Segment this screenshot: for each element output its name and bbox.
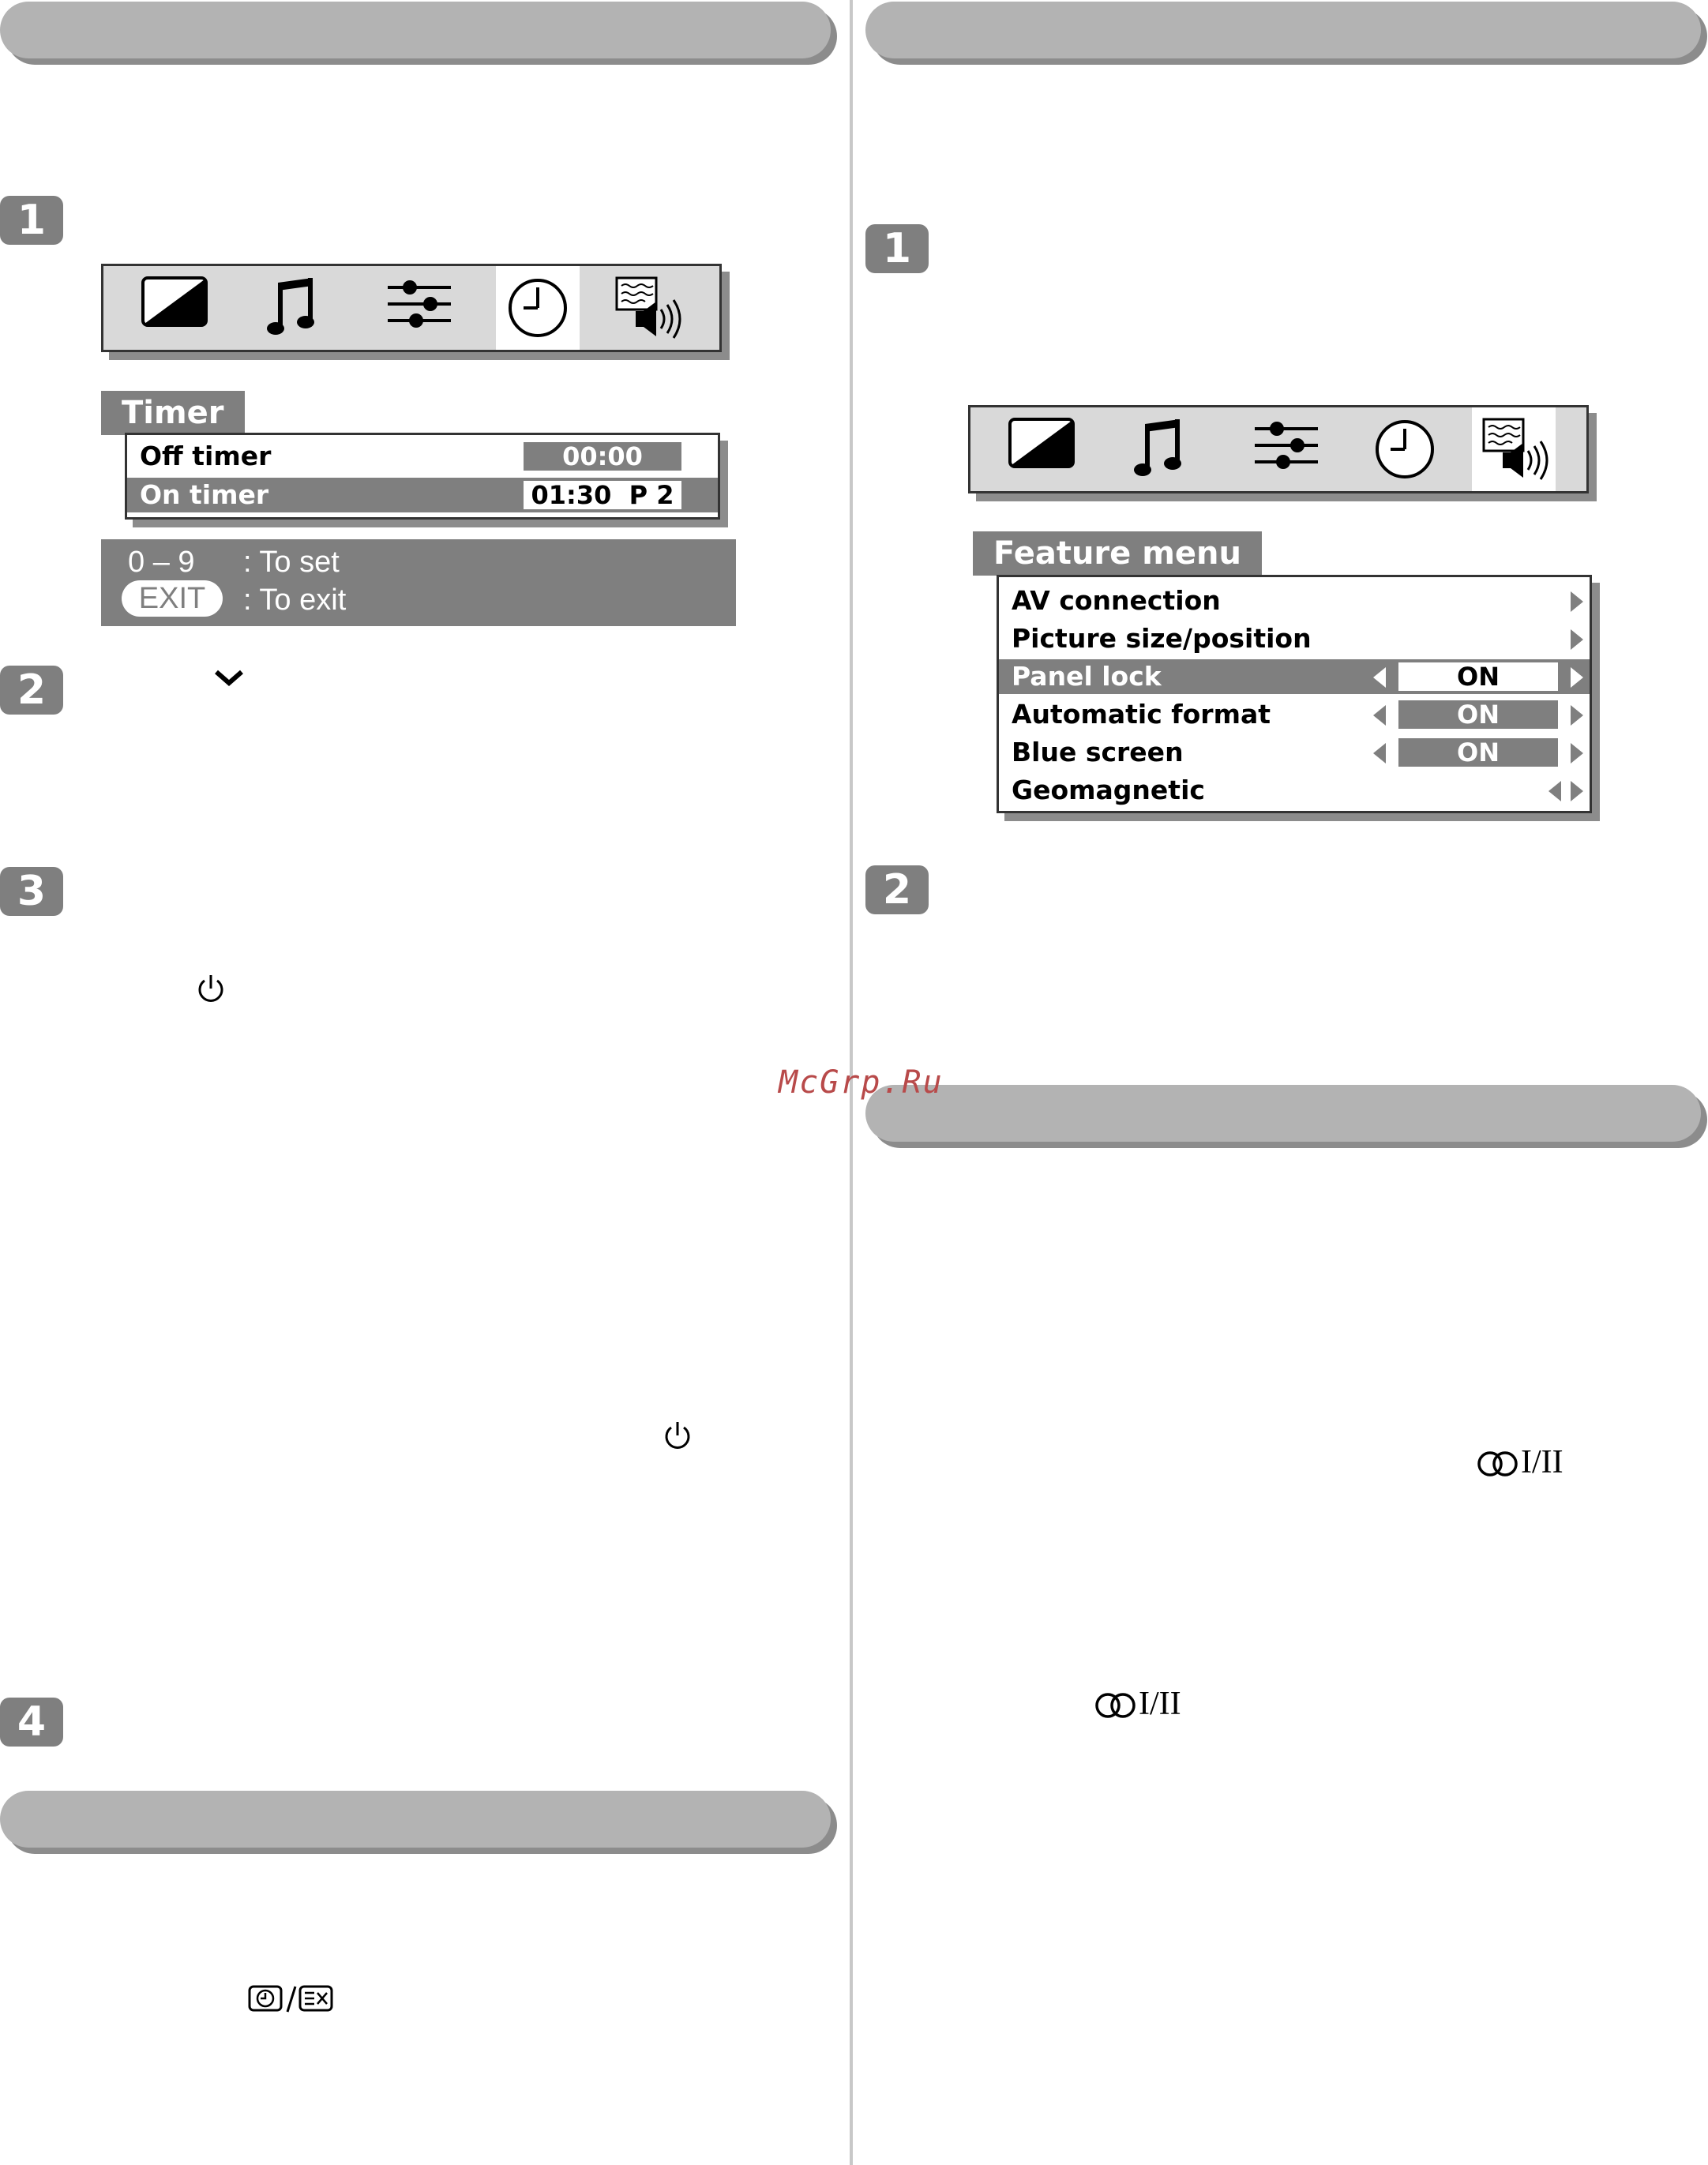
right-middle-section-banner bbox=[865, 1085, 1701, 1142]
exit-key[interactable]: EXIT bbox=[122, 580, 223, 617]
feature-row-av-connection[interactable] bbox=[999, 583, 1590, 618]
timer-row-label: Off timer bbox=[140, 441, 272, 471]
help-action-exit: : To exit bbox=[243, 583, 347, 617]
arrow-right-icon[interactable] bbox=[1571, 705, 1583, 726]
feature-icon bbox=[1482, 418, 1550, 481]
arrow-left-icon[interactable] bbox=[1548, 781, 1561, 801]
arrow-left-icon[interactable] bbox=[1373, 667, 1386, 688]
timer-row-off[interactable] bbox=[127, 439, 718, 474]
step-2-badge: 2 bbox=[865, 865, 929, 914]
icon-cell-picture[interactable] bbox=[998, 407, 1082, 491]
off-timer-value[interactable]: 00:00 bbox=[524, 442, 681, 471]
on-timer-value[interactable]: 01:30 P 2 bbox=[524, 481, 681, 509]
feature-row-label: Panel lock bbox=[1012, 661, 1162, 692]
icon-cell-setup[interactable] bbox=[1243, 407, 1327, 491]
feature-row-panel-lock[interactable] bbox=[999, 659, 1590, 694]
picture-icon bbox=[141, 276, 208, 327]
icon-cell-feature[interactable] bbox=[1472, 407, 1556, 491]
arrow-right-icon bbox=[1571, 591, 1583, 612]
feature-icon bbox=[615, 276, 683, 340]
icon-cell-picture[interactable] bbox=[131, 266, 215, 350]
icon-cell-sound[interactable] bbox=[1121, 407, 1204, 491]
picture-icon bbox=[1008, 418, 1075, 468]
feature-row-label: Geomagnetic bbox=[1012, 775, 1205, 805]
step-3-badge: 3 bbox=[0, 867, 63, 916]
step-1-badge: 1 bbox=[0, 196, 63, 245]
sound-icon bbox=[1131, 418, 1194, 481]
icon-cell-sound[interactable] bbox=[253, 266, 337, 350]
feature-row-picture-size[interactable] bbox=[999, 621, 1590, 656]
blue-screen-value[interactable]: ON bbox=[1398, 738, 1558, 767]
arrow-right-icon bbox=[1571, 629, 1583, 650]
feature-row-label: Picture size/position bbox=[1012, 623, 1312, 654]
arrow-left-icon[interactable] bbox=[1373, 705, 1386, 726]
timer-row-on[interactable] bbox=[127, 478, 718, 512]
arrow-right-icon[interactable] bbox=[1571, 667, 1583, 688]
feature-row-blue-screen[interactable] bbox=[999, 735, 1590, 770]
timer-menu-title: Timer bbox=[101, 391, 245, 435]
right-top-section-banner bbox=[865, 2, 1701, 58]
feature-icon-bar bbox=[968, 405, 1589, 493]
step-2-badge: 2 bbox=[0, 666, 63, 715]
feature-row-automatic-format[interactable] bbox=[999, 697, 1590, 732]
icon-cell-setup[interactable] bbox=[376, 266, 460, 350]
stereo-label: I/II bbox=[1139, 1686, 1181, 1722]
stereo-icon bbox=[1477, 1450, 1521, 1478]
arrow-left-icon[interactable] bbox=[1373, 743, 1386, 764]
timer-icon bbox=[1373, 418, 1436, 481]
feature-row-label: Blue screen bbox=[1012, 737, 1184, 767]
setup-icon bbox=[386, 276, 452, 332]
help-key-digits: 0 – 9 bbox=[128, 546, 195, 579]
automatic-format-value[interactable]: ON bbox=[1398, 700, 1558, 729]
left-top-section-banner bbox=[0, 2, 831, 58]
left-bottom-section-banner bbox=[0, 1791, 831, 1848]
feature-row-geomagnetic[interactable] bbox=[999, 773, 1590, 808]
timer-menu-box bbox=[125, 433, 720, 520]
icon-cell-feature[interactable] bbox=[605, 266, 689, 350]
sound-icon bbox=[264, 276, 327, 340]
arrow-right-icon[interactable] bbox=[1571, 743, 1583, 764]
step-1-badge: 1 bbox=[865, 224, 929, 273]
stereo-label: I/II bbox=[1521, 1444, 1563, 1480]
feature-row-label: Automatic format bbox=[1012, 699, 1271, 730]
timer-icon bbox=[506, 276, 569, 340]
chevron-down-icon bbox=[213, 669, 245, 688]
standby-power-icon bbox=[663, 1420, 692, 1451]
arrow-right-icon[interactable] bbox=[1571, 781, 1583, 801]
feature-row-label: AV connection bbox=[1012, 585, 1221, 616]
icon-cell-timer[interactable] bbox=[1363, 407, 1447, 491]
icon-cell-timer[interactable] bbox=[496, 266, 580, 350]
watermark: McGrp.Ru bbox=[779, 1064, 944, 1101]
help-action-set: : To set bbox=[243, 546, 340, 579]
step-4-badge: 4 bbox=[0, 1698, 63, 1747]
timer-exit-key-icon bbox=[248, 1983, 335, 2015]
feature-menu-box bbox=[997, 575, 1592, 813]
timer-help-box bbox=[101, 539, 736, 626]
setup-icon bbox=[1253, 418, 1319, 473]
stereo-icon bbox=[1094, 1691, 1139, 1720]
timer-icon-bar bbox=[101, 264, 722, 352]
feature-menu-title: Feature menu bbox=[973, 531, 1262, 576]
standby-power-icon bbox=[197, 973, 225, 1004]
panel-lock-value[interactable]: ON bbox=[1398, 662, 1558, 691]
timer-row-label: On timer bbox=[140, 479, 269, 510]
